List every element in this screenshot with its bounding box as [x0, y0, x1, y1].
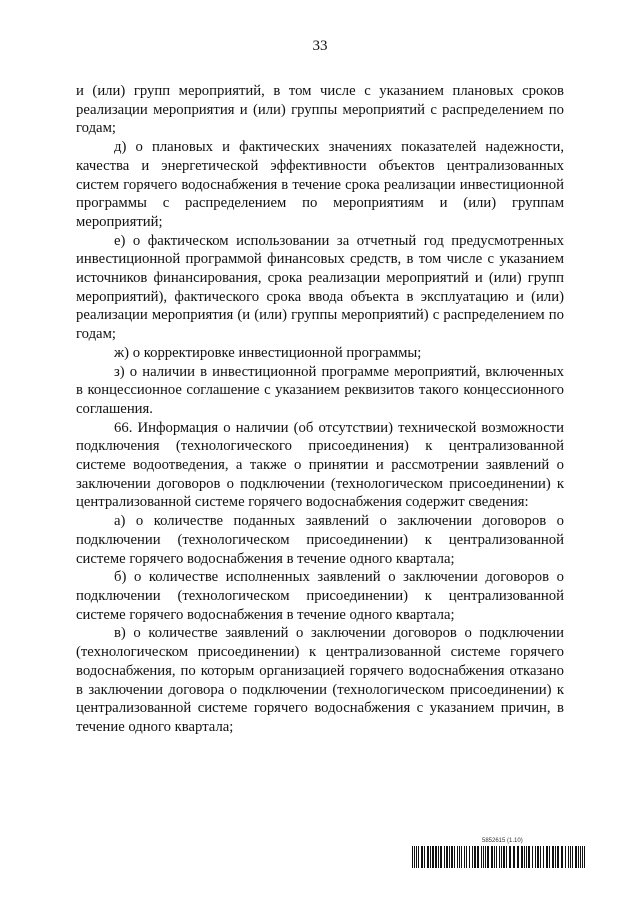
- paragraph: в) о количестве заявлений о заключении договоров о подключении (технологическом присоединении) к централизованной системе горячего водоснабжения, по которым организацией горячего водоснабжения отказано в заключении договора о подключении (технологическом присоединении) к централизованной системе горячего водоснабжения с указанием причин, в течение одного квартала;: [76, 625, 564, 735]
- paragraph: а) о количестве поданных заявлений о заключении договоров о подключении (технологическом присоединении) к централизованной системе горячего водоснабжения в течение одного квартала;: [76, 513, 564, 567]
- paragraph: е) о фактическом использовании за отчетный год предусмотренных инвестиционной программой финансовых средств, в том числе с указанием источников финансирования, срока реализации мероприятий и (или) групп мероприятий), фактического срока ввода объекта в эксплуатацию и (или) реализации мероприятия (и (или) группы мероприятий) с распределением по годам;: [76, 232, 564, 343]
- document-code: 5852615 (1.10): [482, 838, 523, 844]
- page-number: 33: [312, 38, 328, 54]
- document-body: [76, 82, 564, 737]
- paragraph: з) о наличии в инвестиционной программе мероприятий, включенных в концессионное соглашение с указанием реквизитов такого концессионного соглашения.: [76, 363, 564, 417]
- paragraph: 66. Информация о наличии (об отсутствии) технической возможности подключения (технологического присоединения) к централизованной системе водоотведения, а также о принятии и рассмотрении заявлений о заключении договоров о подключении (технологическом присоединении) к централизованной системе горячего водоснабжения содержит сведения:: [76, 419, 564, 511]
- paragraph: б) о количестве исполненных заявлений о заключении договоров о подключении (технологическом присоединении) к централизованной системе горячего водоснабжения в течение одного квартала;: [76, 569, 564, 623]
- paragraph: и (или) групп мероприятий, в том числе с указанием плановых сроков реализации мероприятия и (или) группы мероприятий с распределением по годам;: [76, 83, 564, 137]
- paragraph: ж) о корректировке инвестиционной программы;: [114, 344, 422, 361]
- barcode-icon: [412, 846, 588, 868]
- paragraph: д) о плановых и фактических значениях показателей надежности, качества и энергетической эффективности объектов централизованных систем горячего водоснабжения в течение срока реализации инвестиционной программы с распределением по мероприятиям и (или) группам мероприятий;: [76, 139, 564, 230]
